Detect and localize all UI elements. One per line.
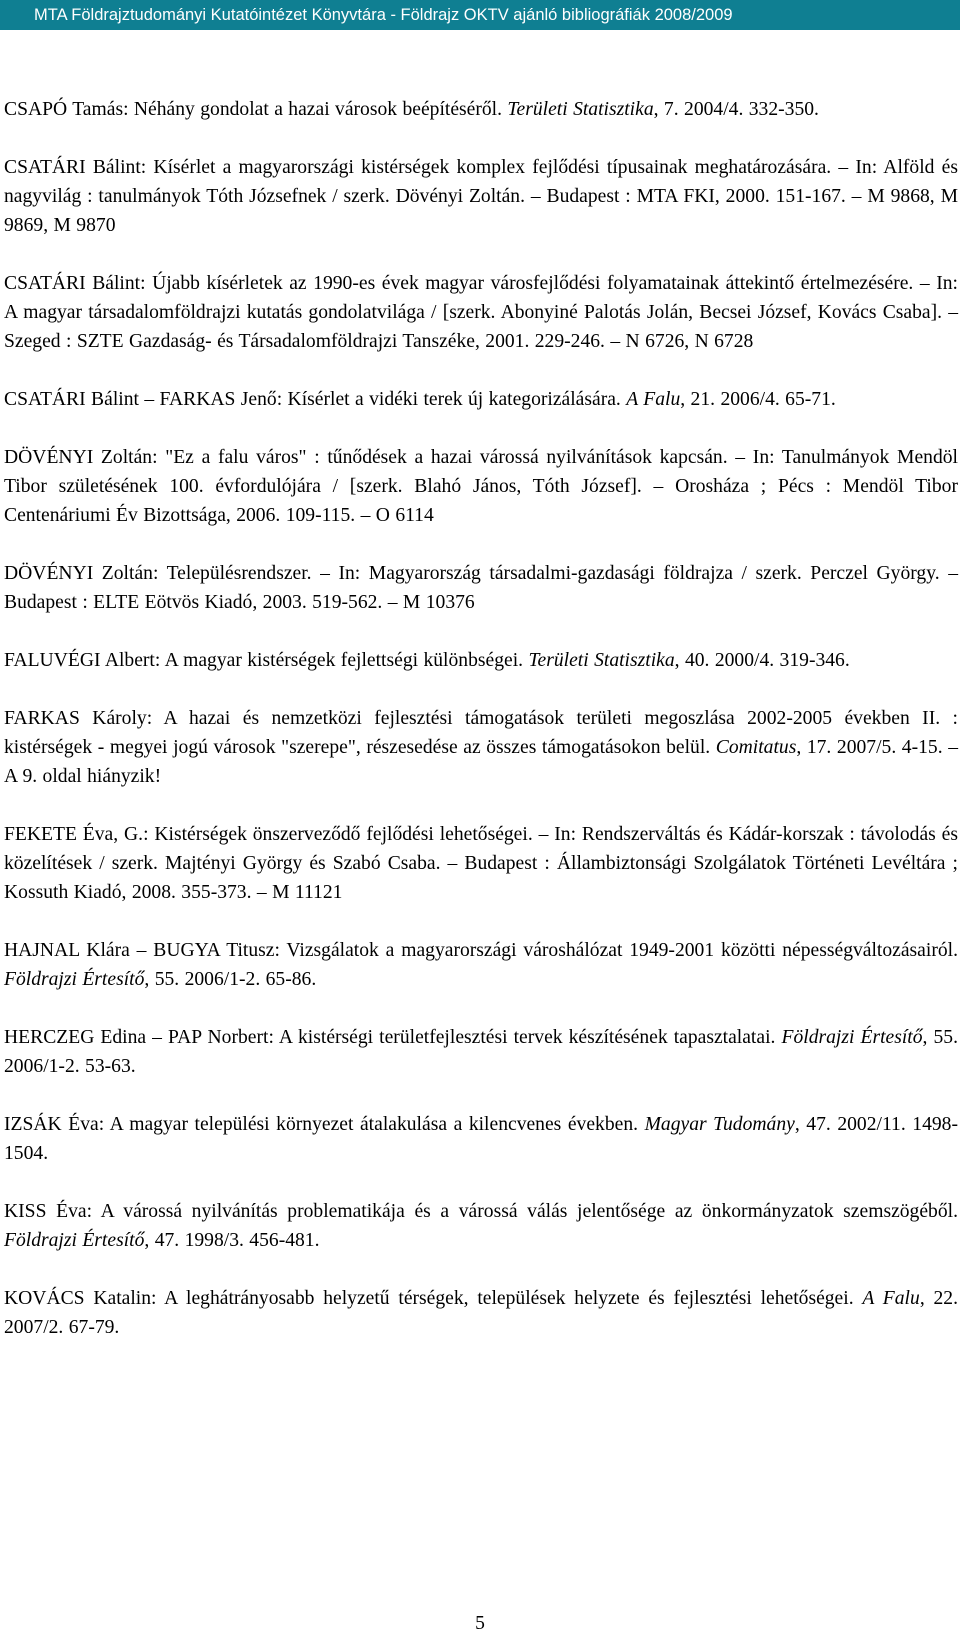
bibliography-entry: CSATÁRI Bálint: Újabb kísérletek az 1990-es évek magyar városfejlődési folyamatainak áttekintő értelmezésére. – In: A magyar társadalomföldrajzi kutatás gondolatvilága / [szerk. Abonyiné Palotás Jolán, Becsei József, Kovács Csaba]. – Szeged : SZTE Gazdaság- és Társadalomföldrajzi Tanszéke, 2001. 229-246. – N 6726, N 6728 [4, 273, 958, 352]
bibliography-entry: IZSÁK Éva: A magyar települési környezet átalakulása a kilencvenes években. Magyar Tudomány, 47. 2002/11. 1498-1504. [4, 1114, 958, 1164]
header-title: MTA Földrajztudományi Kutatóintézet Könyvtára - Földrajz OKTV ajánló bibliográfiák 2008/2009 [34, 6, 733, 24]
bibliography-entry: FEKETE Éva, G.: Kistérségek önszerveződő fejlődési lehetőségei. – In: Rendszerváltás és Kádár-korszak : távolodás és közelítések / szerk. Majtényi György és Szabó Csaba. – Budapest : Állambiztonsági Szolgálatok Történeti Levéltára ; Kossuth Kiadó, 2008. 355-373. – M 11121 [4, 824, 958, 903]
bibliography-entry: DÖVÉNYI Zoltán: "Ez a falu város" : tűnődések a hazai várossá nyilvánítások kapcsán. – In: Tanulmányok Mendöl Tibor születésének 100. évfordulójára / [szerk. Blahó János, Tóth József]. – Orosháza ; Pécs : Mendöl Tibor Centenáriumi Év Bizottsága, 2006. 109-115. – O 6114 [4, 447, 958, 526]
bibliography-entry: HAJNAL Klára – BUGYA Titusz: Vizsgálatok a magyarországi városhálózat 1949-2001 közötti népességváltozásairól. Földrajzi Értesítő, 55. 2006/1-2. 65-86. [4, 940, 958, 990]
bibliography-entry: CSATÁRI Bálint: Kísérlet a magyarországi kistérségek komplex fejlődési típusainak meghatározására. – In: Alföld és nagyvilág : tanulmányok Tóth Józsefnek / szerk. Dövényi Zoltán. – Budapest : MTA FKI, 2000. 151-167. – M 9868, M 9869, M 9870 [4, 157, 958, 236]
bibliography-entry: DÖVÉNYI Zoltán: Településrendszer. – In: Magyarország társadalmi-gazdasági földrajza / szerk. Perczel György. – Budapest : ELTE Eötvös Kiadó, 2003. 519-562. – M 10376 [4, 563, 958, 613]
page-header [0, 0, 960, 30]
bibliography-entry: CSAPÓ Tamás: Néhány gondolat a hazai városok beépítéséről. Területi Statisztika, 7. 2004/4. 332-350. [4, 99, 819, 120]
bibliography-entry: FARKAS Károly: A hazai és nemzetközi fejlesztési támogatások területi megoszlása 2002-2005 években II. : kistérségek - megyei jogú városok "szerepe", részesedése az összes támogatásokon belül. Comitatus, 17. 2007/5. 4-15. – A 9. oldal hiányzik! [4, 708, 958, 787]
bibliography-list [4, 95, 958, 1342]
bibliography-entry: KISS Éva: A várossá nyilvánítás problematikája és a várossá válás jelentősége az önkormányzatok szemszögéből. Földrajzi Értesítő, 47. 1998/3. 456-481. [4, 1201, 958, 1251]
bibliography-entry: CSATÁRI Bálint – FARKAS Jenő: Kísérlet a vidéki terek új kategorizálására. A Falu, 21. 2006/4. 65-71. [4, 389, 836, 410]
bibliography-entry: KOVÁCS Katalin: A leghátrányosabb helyzetű térségek, települések helyzete és fejlesztési lehetőségei. A Falu, 22. 2007/2. 67-79. [4, 1288, 958, 1338]
page-number: 5 [475, 1613, 485, 1634]
bibliography-entry: FALUVÉGI Albert: A magyar kistérségek fejlettségi különbségei. Területi Statisztika, 40. 2000/4. 319-346. [4, 650, 850, 671]
bibliography-entry: HERCZEG Edina – PAP Norbert: A kistérségi területfejlesztési tervek készítésének tapasztalatai. Földrajzi Értesítő, 55. 2006/1-2. 53-63. [4, 1027, 959, 1077]
